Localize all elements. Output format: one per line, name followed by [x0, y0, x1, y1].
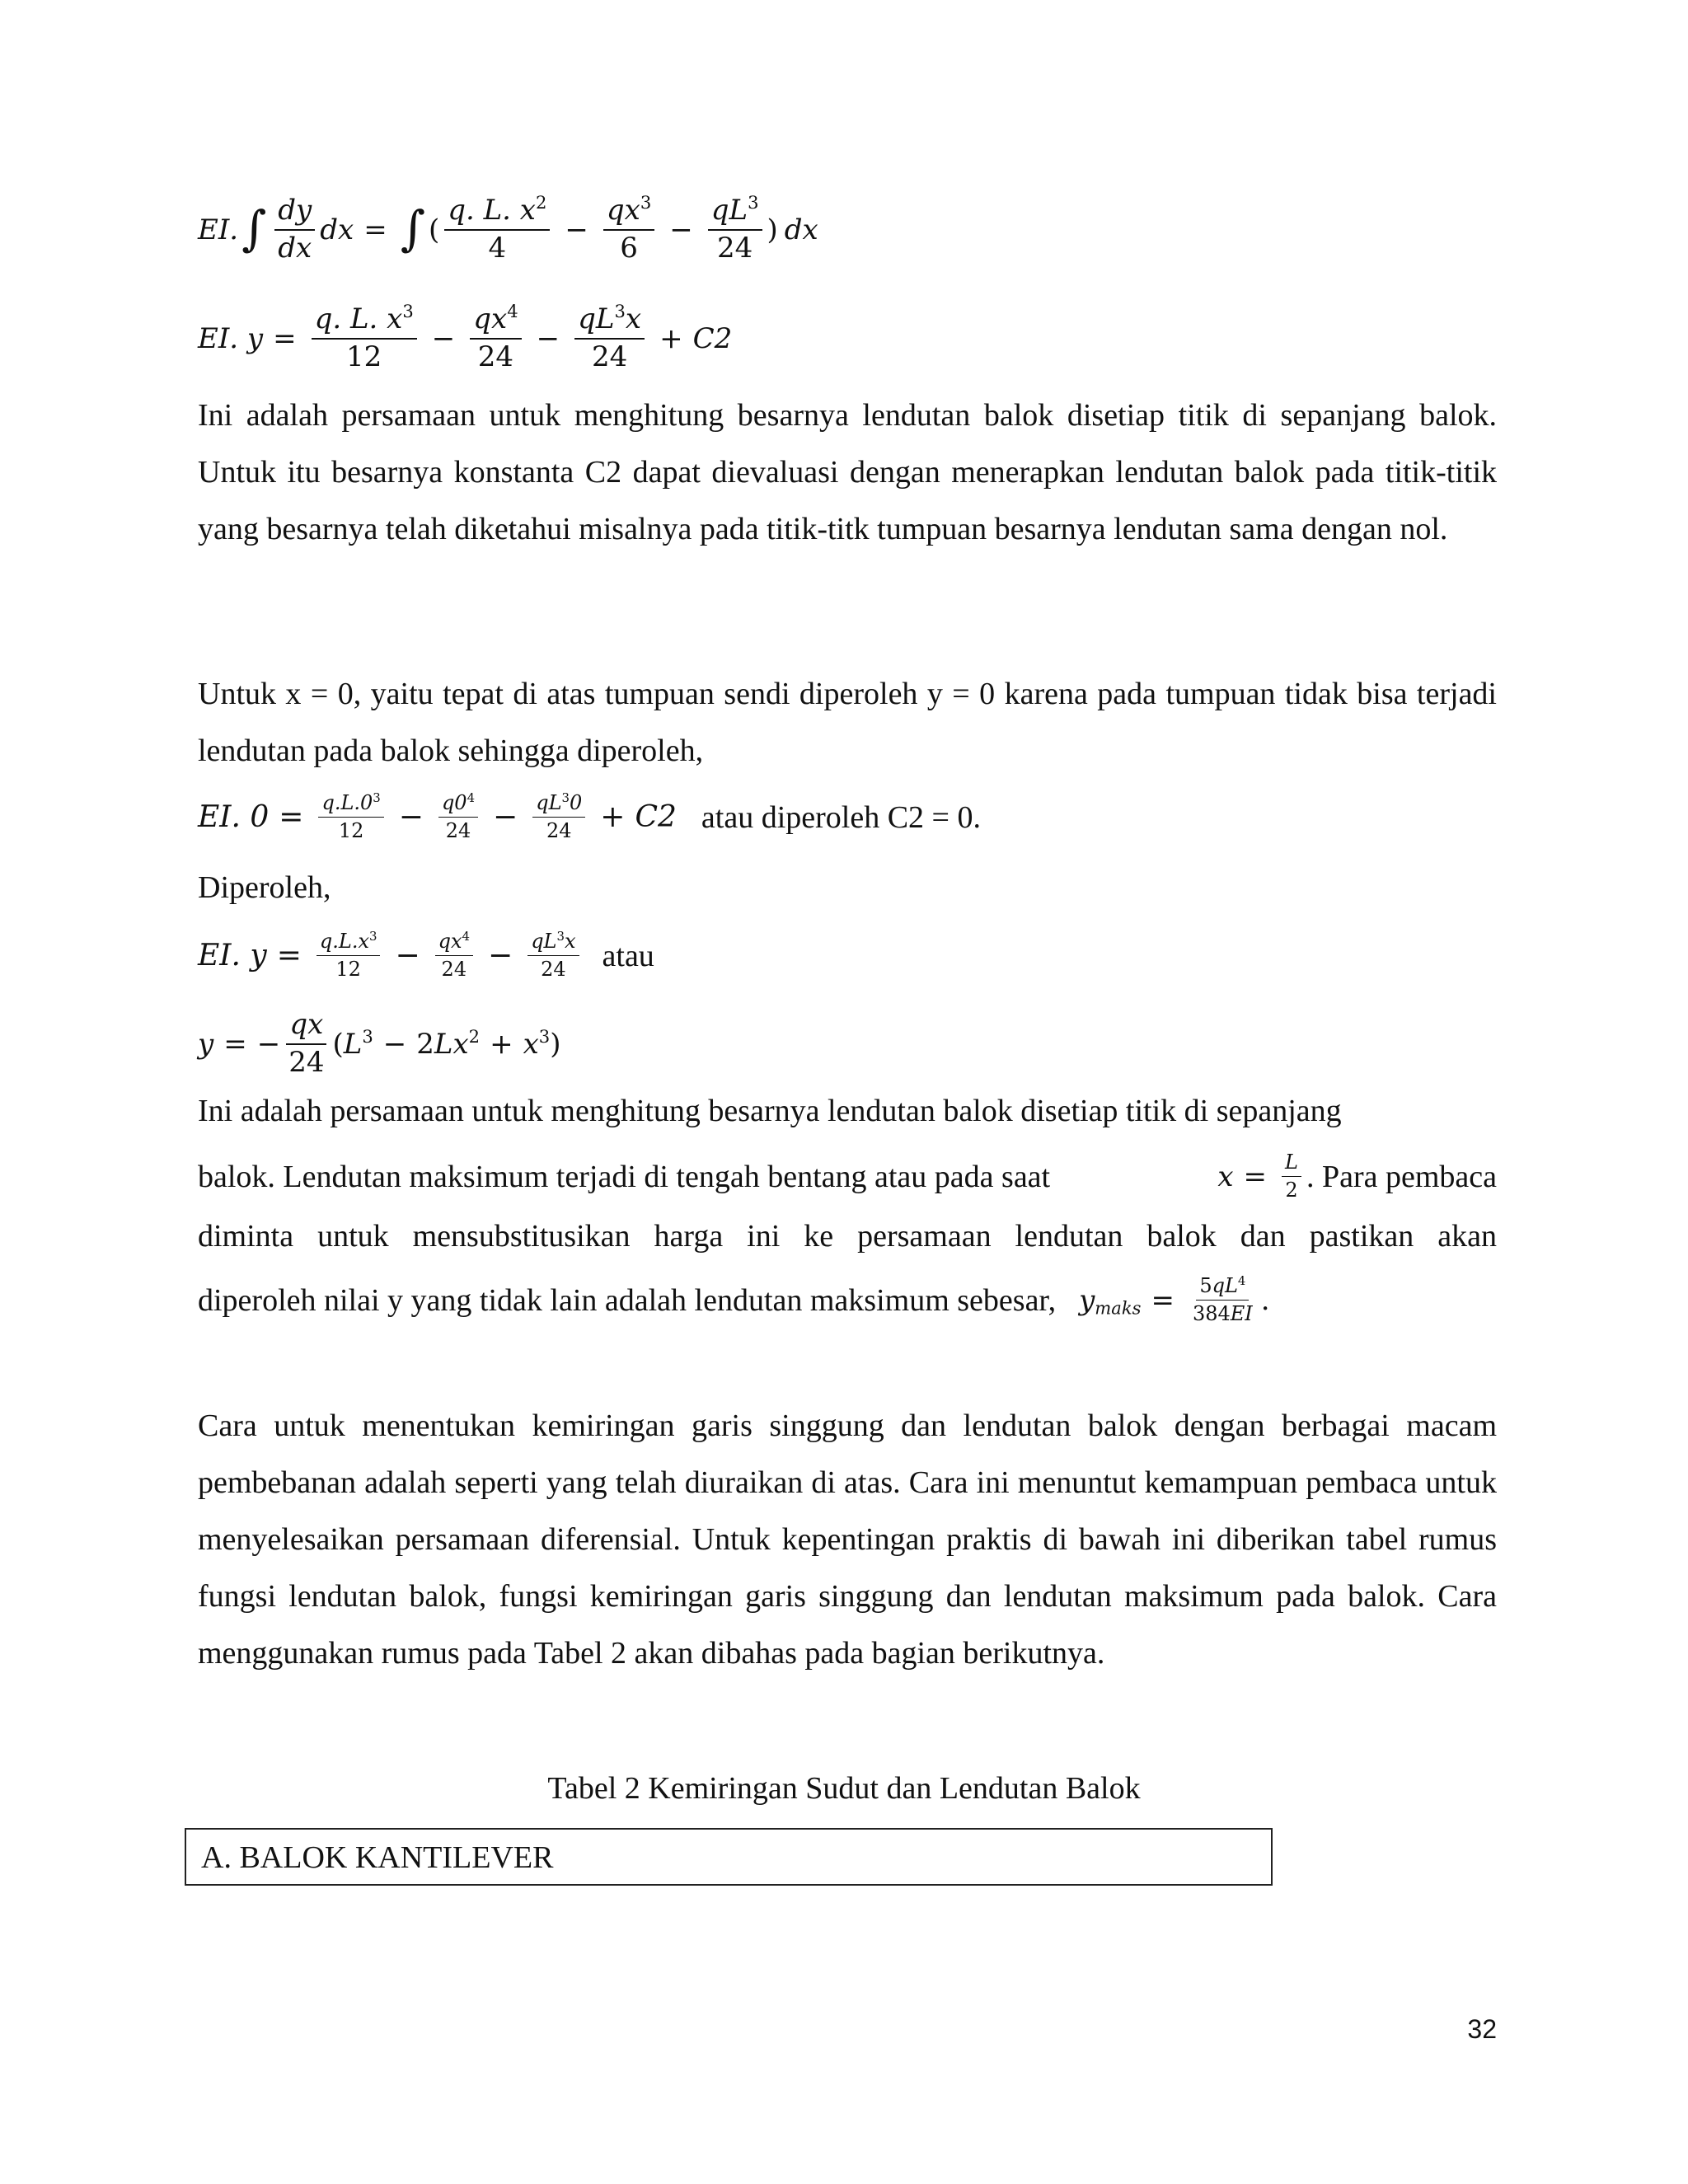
- paragraph-deflection-intro: Ini adalah persamaan untuk menghitung besarnya lendutan balok disetiap titik di sepanjang balok. Untuk itu besarnya konstanta C2 dapat dievaluasi dengan menerapkan lendutan balok pada titik-titik yang besarnya telah diketahui misalnya pada titik-titk tumpuan besarnya lendutan sama dengan nol.: [198, 398, 1497, 546]
- page-number: 32: [1467, 2014, 1497, 2044]
- paragraph-max-deflection-line2: [198, 1152, 1497, 1201]
- paragraph-max-deflection-line1: Ini adalah persamaan untuk menghitung besarnya lendutan balok disetiap titik di sepanjang: [198, 1094, 1342, 1128]
- paragraph-max-deflection-line3: diminta untuk mensubstitusikan harga ini ke persamaan lendutan balok dan pastikan akan: [198, 1219, 1497, 1254]
- table-cell-kantilever: A. BALOK KANTILEVER: [201, 1840, 554, 1875]
- max-deflection-text-b: . Para pembaca: [1306, 1159, 1497, 1194]
- paragraph-max-deflection-line4: [198, 1272, 1497, 1326]
- table-caption: Tabel 2 Kemiringan Sudut dan Lendutan Balok: [547, 1771, 1141, 1806]
- label-diperoleh: Diperoleh,: [198, 870, 331, 905]
- equation-deflection-final: EI. y = $\frac{q.L.x^3}{12}$ − $\frac{qx^4}{24}$ − $\frac{qL^3x}{24}$ atau: [198, 928, 654, 982]
- table-row-kantilever: [185, 1828, 1273, 1886]
- equation-x-half-l: x = $\frac{L}{2}$: [1217, 1152, 1306, 1201]
- equation-c2: EI. 0 = $\frac{q.L.0^3}{12}$ − $\frac{q0^4}{24}$ − $\frac{qL^30}{24}$ + C2 atau diperoleh C2 = 0.: [198, 790, 981, 843]
- equation-c2-suffix: atau diperoleh C2 = 0.: [701, 799, 981, 835]
- equation-y-suffix: atau: [602, 938, 654, 973]
- equation-y-max: $y_{maks}$ = $\frac{5qL^4}{384EI}$ .: [1079, 1272, 1270, 1326]
- equation-integral: EI. ∫ $\frac{dy}{dx}$ dx = ∫ ( $\frac{q. L. x^2}{4}$ − $\frac{qx^3}{6}$ − $\frac{qL^3}{24}$ ) dx: [198, 191, 818, 265]
- paragraph-method-summary: Cara untuk menentukan kemiringan garis singgung dan lendutan balok dengan berbagai macam pembebanan adalah seperti yang telah diuraikan di atas. Cara ini menuntut kemampuan pembaca untuk menyelesaikan persamaan diferensial. Untuk kepentingan praktis di bawah ini diberikan tabel rumus fungsi lendutan balok, fungsi kemiringan garis singgung dan lendutan maksimum pada balok. Cara menggunakan rumus pada Tabel 2 akan dibahas pada bagian berikutnya.: [198, 1408, 1497, 1671]
- paragraph-boundary-condition: Untuk x = 0, yaitu tepat di atas tumpuan sendi diperoleh y = 0 karena pada tumpuan tidak bisa terjadi lendutan pada balok sehingga diperoleh,: [198, 677, 1497, 768]
- equation-y-expanded: y = − $\frac{qx}{24}$ ( $L^3$ − 2Lx$^2$ + $x^3$ ): [198, 1008, 561, 1079]
- max-deflection-text-a: balok. Lendutan maksimum terjadi di tengah bentang atau pada saat: [198, 1159, 1051, 1194]
- equation-deflection-general: EI. y = $\frac{q. L. x^3}{12}$ − $\frac{qx^4}{24}$ − $\frac{qL^3x}{24}$ + C2: [198, 300, 733, 373]
- max-deflection-text-c: diperoleh nilai y yang tidak lain adalah lendutan maksimum sebesar,: [198, 1282, 1057, 1318]
